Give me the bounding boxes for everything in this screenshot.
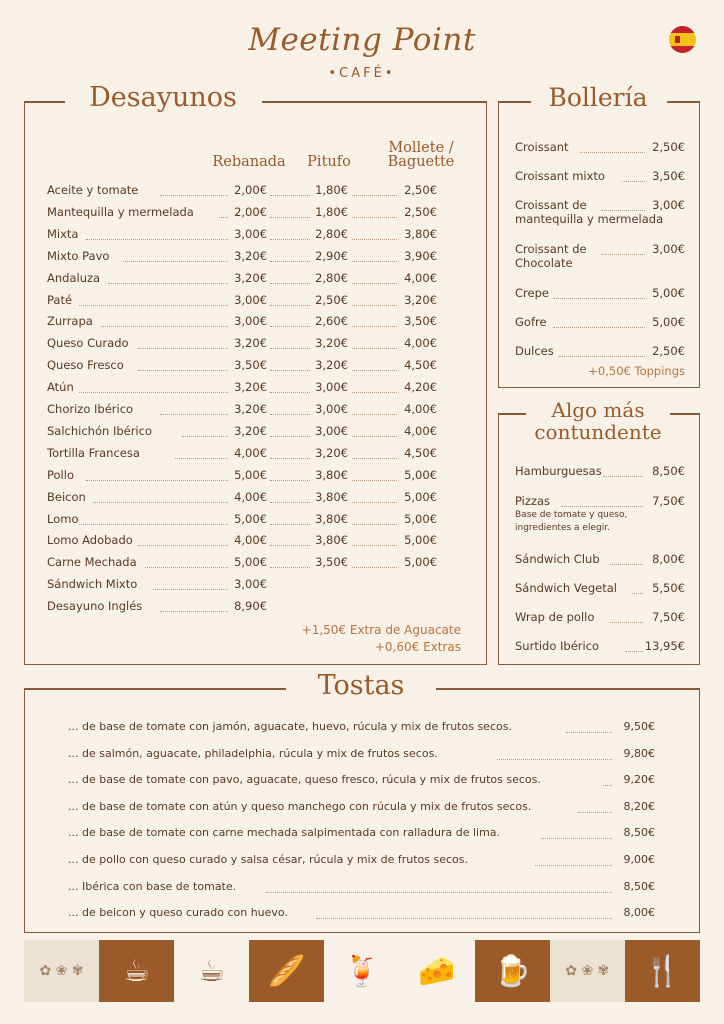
toppings-note: +0,50€ Toppings (588, 364, 685, 378)
food-pattern-icon: ✿ ❀ ✾ (550, 940, 625, 1002)
price-rebanada: 4,00€ (234, 445, 267, 460)
bolleria-price: 5,00€ (652, 315, 685, 329)
desayuno-item-name: Lomo (47, 511, 79, 526)
cheese-icon: 🧀 (400, 940, 475, 1002)
tosta-price: 9,80€ (623, 746, 655, 760)
price-rebanada: 3,00€ (234, 292, 267, 307)
price-rebanada: 3,00€ (234, 226, 267, 241)
tosta-price: 8,50€ (623, 879, 655, 893)
desayuno-item-name: Atún (47, 380, 74, 395)
desayuno-item-name: Desayuno Inglés (47, 599, 143, 614)
dotted-leader (541, 838, 612, 839)
juice-icon: 🍹 (324, 940, 399, 1002)
price-pitufo: 2,50€ (315, 292, 348, 307)
price-pitufo: 1,80€ (315, 204, 348, 219)
price-rebanada: 3,20€ (234, 336, 267, 351)
contundente-price: 8,50€ (652, 464, 685, 478)
desayuno-item-name: Mixto Pavo (47, 248, 110, 263)
bolleria-item-name-line2: Chocolate (515, 256, 573, 270)
tosta-price: 8,50€ (623, 826, 655, 840)
price-mollete: 5,00€ (404, 467, 437, 482)
contundente-title-1: Algo más (528, 398, 668, 422)
dotted-leader (86, 239, 228, 240)
dotted-leader (561, 506, 643, 507)
dotted-leader (175, 458, 228, 459)
price-rebanada: 5,00€ (234, 555, 267, 570)
contundente-price: 7,50€ (652, 494, 685, 508)
contundente-item-name: Wrap de pollo (515, 610, 595, 624)
price-pitufo: 1,80€ (315, 183, 348, 197)
desayuno-item-name: Andaluza (47, 270, 101, 285)
contundente-price: 13,95€ (644, 639, 685, 653)
coffee-cup-icon: ☕ (174, 940, 249, 1002)
dotted-leader (138, 370, 228, 371)
tosta-item-name: ... de base de tomate con carne mechada salpimentada con ralladura de lima. (68, 826, 501, 840)
tosta-price: 9,00€ (623, 853, 655, 866)
dotted-leader (352, 217, 397, 218)
tosta-price: 9,20€ (623, 773, 655, 787)
desayuno-item-name: Paté (47, 292, 73, 307)
dotted-leader (160, 414, 228, 415)
bolleria-item-name: Gofre (515, 315, 547, 329)
column-baguette: Baguette (387, 154, 455, 170)
coffee-muffin-icon: ☕ (99, 940, 174, 1002)
bolleria-price: 3,00€ (652, 198, 685, 212)
desayuno-item-name: Salchichón Ibérico (47, 423, 152, 438)
desayuno-item-name: Mixta (47, 226, 79, 241)
dotted-leader (352, 392, 397, 393)
bolleria-item-name: Croissant de (515, 198, 587, 212)
price-rebanada: 2,00€ (234, 183, 267, 197)
price-pitufo: 2,80€ (315, 226, 348, 241)
price-pitufo: 2,80€ (315, 270, 348, 285)
price-pitufo: 3,00€ (315, 402, 348, 416)
tosta-price: 9,50€ (623, 720, 655, 733)
price-pitufo: 3,80€ (315, 511, 348, 526)
contundente-price: 7,50€ (652, 610, 685, 624)
dotted-leader (352, 436, 397, 437)
desayuno-item-name: Chorizo Ibérico (47, 402, 134, 416)
price-rebanada: 3,20€ (234, 248, 267, 263)
dotted-leader (79, 524, 228, 525)
tostas-title: Tostas (290, 670, 432, 701)
price-rebanada: 5,00€ (234, 511, 267, 526)
column-rebanada: Rebanada (212, 154, 286, 170)
dotted-leader (352, 305, 397, 306)
price-rebanada: 3,00€ (234, 314, 267, 329)
price-pitufo: 3,80€ (315, 533, 348, 548)
dotted-leader (123, 261, 228, 262)
price-rebanada: 3,20€ (234, 402, 267, 416)
bolleria-price: 3,00€ (652, 242, 685, 256)
desayunos-title: Desayunos (68, 82, 258, 113)
tosta-item-name: ... de beicon y queso curado con huevo. (68, 906, 288, 920)
bolleria-item-name: Dulces (515, 344, 554, 358)
tosta-item-name: ... Ibérica con base de tomate. (68, 879, 237, 893)
price-mollete: 4,20€ (404, 380, 437, 395)
price-mollete: 4,00€ (404, 423, 437, 438)
price-pitufo: 3,20€ (315, 358, 348, 373)
bolleria-title: Bollería (531, 83, 665, 112)
bolleria-price: 3,50€ (652, 169, 685, 183)
price-rebanada: 8,90€ (234, 599, 267, 614)
bread-icon: 🥖 (249, 940, 324, 1002)
dotted-leader (535, 865, 613, 866)
desayuno-item-name: Beicon (47, 489, 86, 504)
bolleria-item-name-line2: mantequilla y mermelada (515, 212, 664, 226)
tosta-item-name: ... de base de tomate con jamón, aguacate, huevo, rúcula y mix de frutos secos. (68, 720, 512, 733)
desayuno-item-name: Carne Mechada (47, 555, 137, 570)
dotted-leader (352, 414, 397, 415)
bolleria-price: 2,50€ (652, 140, 685, 154)
desayuno-item-name: Tortilla Francesa (47, 445, 140, 460)
dotted-leader (153, 589, 228, 590)
bolleria-price: 5,00€ (652, 286, 685, 300)
price-mollete: 2,50€ (404, 183, 437, 197)
price-mollete: 3,90€ (404, 248, 437, 263)
bolleria-price: 2,50€ (652, 344, 685, 358)
dotted-leader (553, 298, 646, 299)
price-mollete: 5,00€ (404, 533, 437, 548)
contundente-item-name: Sándwich Club (515, 552, 600, 566)
tosta-item-name: ... de base de tomate con atún y queso manchego con rúcula y mix de frutos secos. (68, 799, 532, 813)
spanish-flag-icon[interactable] (669, 26, 696, 53)
desayuno-item-name: Mantequilla y mermelada (47, 204, 194, 219)
price-rebanada: 3,50€ (234, 358, 267, 373)
dotted-leader (101, 326, 228, 327)
price-mollete: 4,00€ (404, 402, 437, 416)
dotted-leader (352, 326, 397, 327)
dotted-leader (138, 545, 228, 546)
price-rebanada: 2,00€ (234, 204, 267, 219)
bolleria-item-name: Croissant mixto (515, 169, 605, 183)
price-rebanada: 4,00€ (234, 489, 267, 504)
logo-subtitle: •CAFÉ• (328, 66, 396, 81)
dotted-leader (497, 759, 612, 760)
desayuno-item-name: Sándwich Mixto (47, 577, 138, 592)
price-mollete: 3,20€ (404, 292, 437, 307)
desayuno-item-name: Pollo (47, 467, 74, 482)
price-mollete: 5,00€ (404, 489, 437, 504)
dotted-leader (352, 261, 397, 262)
desayuno-item-name: Aceite y tomate (47, 183, 139, 197)
contundente-item-name: Hamburguesas (515, 464, 602, 478)
price-rebanada: 3,20€ (234, 270, 267, 285)
price-pitufo: 3,50€ (315, 555, 348, 570)
price-pitufo: 3,00€ (315, 423, 348, 438)
dotted-leader (352, 480, 397, 481)
desayuno-item-name: Zurrapa (47, 314, 93, 329)
price-mollete: 4,00€ (404, 336, 437, 351)
tosta-item-name: ... de base de tomate con pavo, aguacate, queso fresco, rúcula y mix de frutos secos. (68, 773, 541, 787)
bolleria-item-name: Crepe (515, 286, 549, 300)
contundente-section (498, 413, 700, 665)
dotted-leader (79, 392, 228, 393)
dotted-leader (93, 502, 228, 503)
price-pitufo: 3,80€ (315, 467, 348, 482)
contundente-item-name: Surtido Ibérico (515, 639, 600, 653)
contundente-price: 8,00€ (652, 552, 685, 566)
dotted-leader (316, 918, 612, 919)
price-pitufo: 2,60€ (315, 314, 348, 329)
price-pitufo: 3,80€ (315, 489, 348, 504)
bolleria-item-name: Croissant de (515, 242, 587, 256)
contundente-item-desc: Base de tomate y queso, (515, 510, 628, 520)
dotted-leader (352, 567, 397, 568)
dotted-leader (352, 524, 397, 525)
price-mollete: 2,50€ (404, 204, 437, 219)
tosta-item-name: ... de pollo con queso curado y salsa césar, rúcula y mix de frutos secos. (68, 853, 468, 866)
tosta-price: 8,20€ (623, 799, 655, 813)
dotted-leader (352, 458, 397, 459)
contundente-price: 5,50€ (652, 581, 685, 595)
dotted-leader (79, 305, 228, 306)
price-rebanada: 3,20€ (234, 423, 267, 438)
tosta-price: 8,00€ (623, 906, 655, 920)
tosta-item-name: ... de salmón, aguacate, philadelphia, rúcula y mix de frutos secos. (68, 746, 438, 760)
price-mollete: 4,50€ (404, 445, 437, 460)
dotted-leader (160, 611, 228, 612)
price-pitufo: 2,90€ (315, 248, 348, 263)
contundente-item-desc: ingredientes a elegir. (515, 523, 610, 533)
dotted-leader (352, 348, 397, 349)
extra-aguacate: +1,50€ Extra de Aguacate (301, 623, 461, 637)
price-mollete: 3,50€ (404, 314, 437, 329)
cutlery-icon: 🍴 (625, 940, 700, 1002)
price-pitufo: 3,00€ (315, 380, 348, 395)
beer-icon: 🍺 (475, 940, 550, 1002)
dotted-leader (352, 370, 397, 371)
contundente-item-name: Pizzas (515, 494, 550, 508)
dotted-leader (352, 545, 397, 546)
price-rebanada: 4,00€ (234, 533, 267, 548)
dotted-leader (352, 239, 397, 240)
dotted-leader (266, 892, 612, 893)
price-rebanada: 3,00€ (234, 577, 267, 592)
dotted-leader (559, 356, 645, 357)
column-pitufo: Pitufo (307, 154, 351, 170)
food-pattern-icon: ✿ ❀ ✾ (24, 940, 99, 1002)
price-rebanada: 3,20€ (234, 380, 267, 395)
extra-extras: +0,60€ Extras (374, 640, 461, 654)
desayuno-item-name: Lomo Adobado (47, 533, 133, 548)
price-pitufo: 3,20€ (315, 445, 348, 460)
price-pitufo: 3,20€ (315, 336, 348, 351)
dotted-leader (108, 283, 228, 284)
dotted-leader (86, 480, 228, 481)
price-mollete: 5,00€ (404, 555, 437, 570)
price-mollete: 4,50€ (404, 358, 437, 373)
dotted-leader (553, 327, 646, 328)
contundente-item-name: Sándwich Vegetal (515, 581, 617, 595)
contundente-title-2: contundente (534, 420, 662, 444)
dotted-leader (352, 502, 397, 503)
desayuno-item-name: Queso Fresco (47, 358, 124, 373)
dotted-leader (138, 348, 228, 349)
dotted-leader (160, 195, 228, 196)
dotted-leader (352, 195, 397, 196)
dotted-leader (352, 283, 397, 284)
column-mollete: Mollete / (388, 140, 454, 156)
price-rebanada: 5,00€ (234, 467, 267, 482)
footer-icon-strip (24, 940, 700, 1002)
dotted-leader (145, 567, 228, 568)
logo-title: Meeting Point (248, 22, 476, 58)
bolleria-item-name: Croissant (515, 140, 569, 154)
price-mollete: 5,00€ (404, 511, 437, 526)
price-mollete: 4,00€ (404, 270, 437, 285)
desayuno-item-name: Queso Curado (47, 336, 129, 351)
price-mollete: 3,80€ (404, 226, 437, 241)
